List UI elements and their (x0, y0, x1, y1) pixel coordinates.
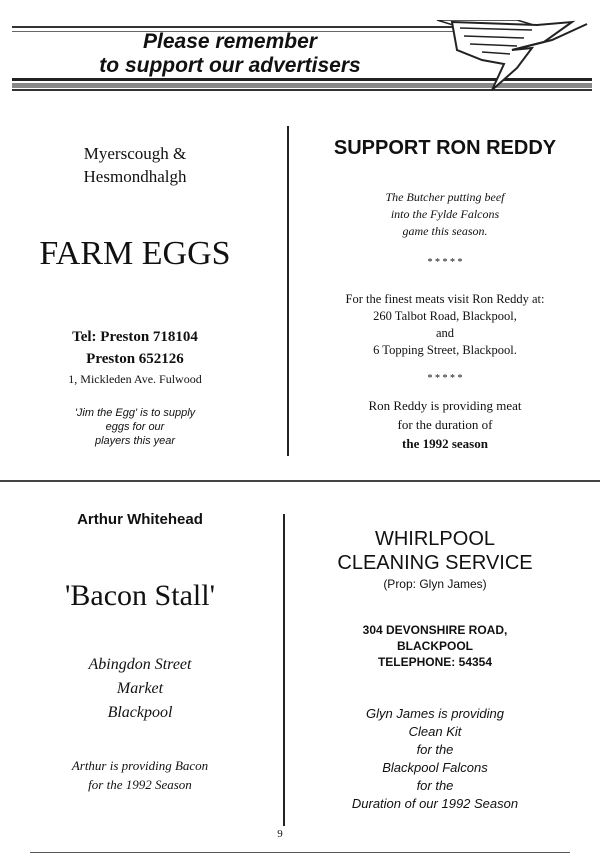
bottom-rule (30, 852, 570, 853)
reddy-intro-line-2: into the Fylde Falcons (390, 207, 500, 221)
reddy-separator-1: * * * * * (427, 257, 463, 268)
banner-line-1: Please remember (143, 30, 317, 53)
whirlpool-proprietor: (Prop: Glyn James) (383, 577, 487, 591)
page-number: 9 (277, 828, 283, 840)
farm-name-line-1: Myerscough & (83, 144, 187, 163)
reddy-separator-2: * * * * * (427, 373, 463, 384)
whirlpool-note-line-2: Clean Kit (408, 724, 462, 739)
bacon-location-line-2: Market (116, 680, 164, 697)
horizontal-divider (0, 480, 600, 482)
reddy-visit-line-1: For the finest meats visit Ron Reddy at: (345, 292, 545, 306)
farm-note-line-2: eggs for our (105, 421, 165, 433)
bacon-location-line-1: Abingdon Street (88, 656, 192, 673)
vertical-divider-bottom (283, 514, 285, 826)
reddy-headline: SUPPORT RON REDDY (333, 137, 557, 159)
reddy-closing-line-3: the 1992 season (402, 436, 488, 451)
banner-line-2: to support our advertisers (99, 54, 361, 77)
reddy-visit-line-3: and (435, 326, 455, 340)
farm-tel-1: Tel: Preston 718104 (72, 329, 198, 345)
whirlpool-note-line-4: Blackpool Falcons (382, 760, 488, 775)
reddy-closing-line-2: for the duration of (397, 417, 493, 432)
vertical-divider-top (287, 126, 289, 456)
farm-name-line-2: Hesmondhalgh (83, 167, 187, 186)
farm-note-line-3: players this year (94, 435, 176, 447)
reddy-intro-line-1: The Butcher putting beef (385, 190, 505, 204)
whirlpool-note-line-3: for the (416, 742, 454, 757)
whirlpool-note-line-1: Glyn James is providing (366, 706, 504, 721)
bacon-location-line-3: Blackpool (107, 704, 173, 721)
whirlpool-title-line-1: WHIRLPOOL (374, 528, 496, 550)
bacon-name: Arthur Whitehead (77, 511, 203, 528)
whirlpool-title-line-2: CLEANING SERVICE (337, 552, 533, 574)
farm-tel-2: Preston 652126 (86, 351, 184, 367)
reddy-closing-line-1: Ron Reddy is providing meat (368, 398, 522, 413)
reddy-intro-line-3: game this season. (402, 224, 488, 238)
whirlpool-telephone: TELEPHONE: 54354 (377, 655, 493, 669)
whirlpool-note-line-5: for the (416, 778, 454, 793)
whirlpool-address-line-2: BLACKPOOL (397, 639, 473, 653)
farm-note-line-1: 'Jim the Egg' is to supply (74, 407, 196, 419)
whirlpool-address-line-1: 304 DEVONSHIRE ROAD, (362, 623, 508, 637)
farm-product: FARM EGGS (39, 235, 231, 272)
farm-address: 1, Mickleden Ave. Fulwood (68, 372, 202, 386)
bacon-product: 'Bacon Stall' (65, 579, 215, 612)
bacon-note-line-1: Arthur is providing Bacon (71, 758, 209, 773)
bacon-note-line-2: for the 1992 Season (88, 777, 192, 792)
reddy-visit-line-4: 6 Topping Street, Blackpool. (373, 343, 517, 357)
whirlpool-note-line-6: Duration of our 1992 Season (351, 796, 519, 811)
banner-title (40, 30, 420, 78)
reddy-visit-line-2: 260 Talbot Road, Blackpool, (373, 309, 517, 323)
